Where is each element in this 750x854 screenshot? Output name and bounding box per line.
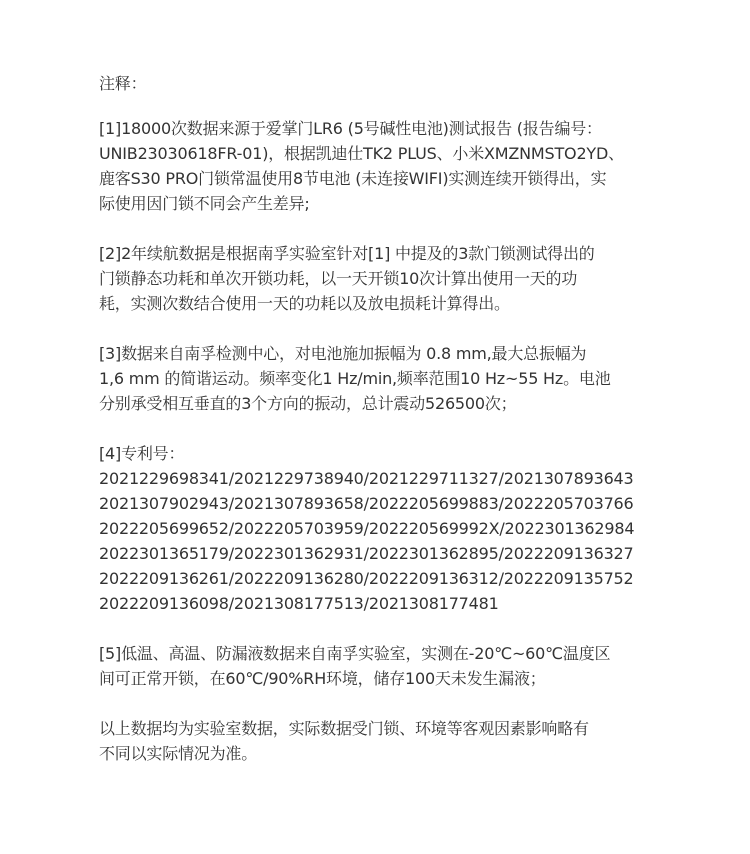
closing-line: 不同以实际情况为准。 — [99, 744, 258, 763]
note-1-line: 际使用因门锁不同会产生差异; — [99, 194, 310, 213]
patent-number-row: 2022209136098/2021308177513/2021308177481 — [99, 594, 499, 613]
patent-number-row: 2022209136261/2022209136280/2022209136312/2022209135752 — [99, 569, 634, 588]
notes-document — [99, 71, 669, 766]
note-4-patents — [99, 441, 669, 616]
note-2-line: [2]2年续航数据是根据南孚实验室针对[1] 中提及的3款门锁测试得出的 — [99, 244, 595, 263]
note-3 — [99, 341, 669, 416]
note-2-line: 门锁静态功耗和单次开锁功耗，以一天开锁10次计算出使用一天的功 — [99, 269, 578, 288]
patent-number-row: 2022301365179/2022301362931/2022301362895/2022209136327 — [99, 544, 634, 563]
note-3-line: [3]数据来自南孚检测中心，对电池施加振幅为 0.8 mm,最大总振幅为 — [99, 344, 587, 363]
note-5 — [99, 641, 669, 691]
patent-number-row: 2021307902943/2021307893658/2022205699883/2022205703766 — [99, 494, 634, 513]
note-2-line: 耗，实测次数结合使用一天的功耗以及放电损耗计算得出。 — [99, 294, 510, 313]
patent-label: [4]专利号： — [99, 444, 185, 463]
patent-number-row: 2022205699652/2022205703959/202220569992X/2022301362984 — [99, 519, 635, 538]
note-1-line: [1]18000次数据来源于爱掌门LR6 (5号碱性电池)测试报告 (报告编号： — [99, 119, 602, 138]
closing-line: 以上数据均为实验室数据，实际数据受门锁、环境等客观因素影响略有 — [99, 719, 589, 738]
closing-disclaimer — [99, 716, 669, 766]
note-5-line: 间可正常开锁，在60℃/90%RH环境，储存100天未发生漏液； — [99, 669, 546, 688]
notes-heading: 注释： — [99, 74, 147, 93]
note-1-line: UNIB23030618FR-01)，根据凯迪仕TK2 PLUS、小米XMZNMSTO2YD、 — [99, 144, 624, 163]
note-5-line: [5]低温、高温、防漏液数据来自南孚实验室，实测在-20℃~60℃温度区 — [99, 644, 611, 663]
note-3-line: 分别承受相互垂直的3个方向的振动，总计震动526500次； — [99, 394, 517, 413]
note-1 — [99, 116, 669, 216]
patent-number-row: 2021229698341/2021229738940/2021229711327/2021307893643 — [99, 469, 634, 488]
note-1-line: 鹿客S30 PRO门锁常温使用8节电池 (未连接WIFI)实测连续开锁得出，实 — [99, 169, 607, 188]
note-3-line: 1,6 mm 的简谐运动。频率变化1 Hz/min,频率范围10 Hz~55 Hz。电池 — [99, 369, 611, 388]
note-2 — [99, 241, 669, 316]
